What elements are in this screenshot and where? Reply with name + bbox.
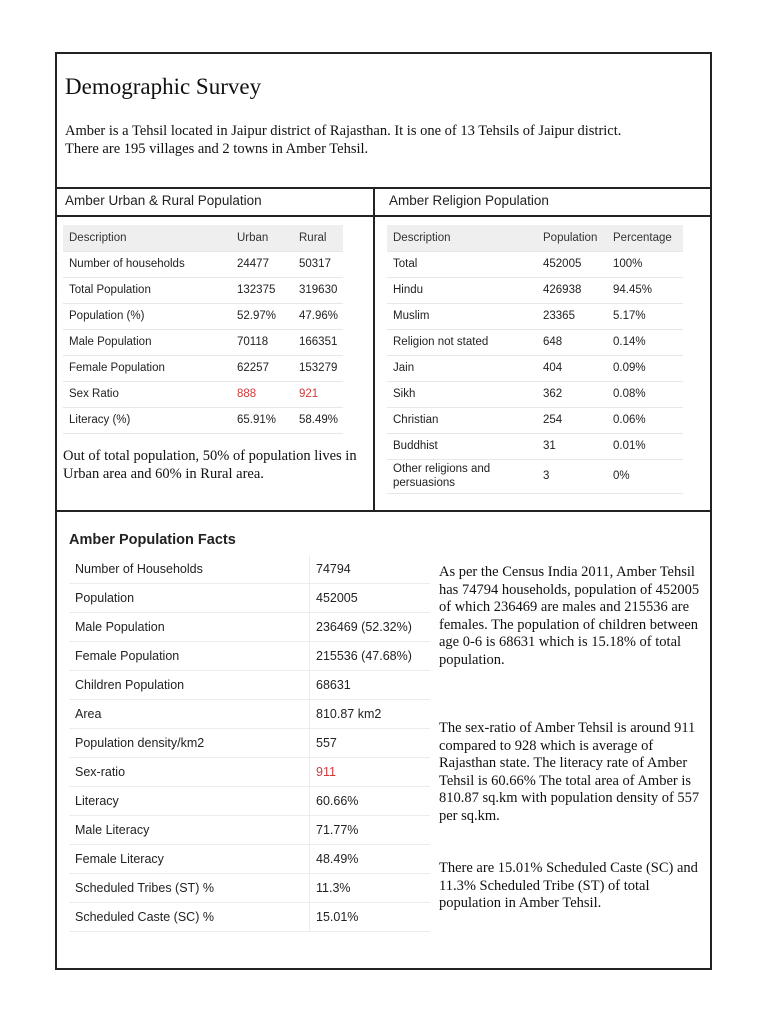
percentage-value: 0% bbox=[607, 459, 683, 493]
percentage-value: 0.08% bbox=[607, 381, 683, 407]
percentage-value: 5.17% bbox=[607, 303, 683, 329]
population-value: 452005 bbox=[537, 251, 607, 277]
religion-table bbox=[387, 225, 683, 494]
fact-value: 911 bbox=[310, 758, 431, 787]
urban-value: 65.91% bbox=[231, 407, 293, 433]
urban-value: 62257 bbox=[231, 355, 293, 381]
rural-value: 58.49% bbox=[293, 407, 343, 433]
fact-label: Children Population bbox=[69, 671, 310, 700]
divider-middle bbox=[57, 510, 710, 512]
table-row bbox=[63, 381, 343, 407]
table-row bbox=[387, 303, 683, 329]
table-row bbox=[69, 845, 430, 874]
row-label: Total bbox=[387, 251, 537, 277]
table-row bbox=[69, 642, 430, 671]
table-row bbox=[69, 671, 430, 700]
urban-value: 24477 bbox=[231, 251, 293, 277]
table-row bbox=[69, 555, 430, 584]
table-row bbox=[387, 433, 683, 459]
table-row bbox=[387, 277, 683, 303]
sex-ratio-paragraph: The sex-ratio of Amber Tehsil is around 911 compared to 928 which is average of Rajasthan state. The literacy rate of Amber Tehsil is 60.66% The total area of Amber is 810.87 sq.km with population density of 557 per sq.km. bbox=[439, 720, 700, 824]
row-label: Sex Ratio bbox=[63, 381, 231, 407]
percentage-value: 0.01% bbox=[607, 433, 683, 459]
fact-value: 236469 (52.32%) bbox=[310, 613, 431, 642]
population-value: 23365 bbox=[537, 303, 607, 329]
column-header: Urban bbox=[231, 225, 293, 251]
fact-value: 15.01% bbox=[310, 903, 431, 932]
facts-heading: Amber Population Facts bbox=[69, 532, 236, 548]
fact-label: Number of Households bbox=[69, 555, 310, 584]
fact-label: Male Literacy bbox=[69, 816, 310, 845]
page-title: Demographic Survey bbox=[65, 74, 262, 99]
urban-value: 132375 bbox=[231, 277, 293, 303]
table-row bbox=[387, 381, 683, 407]
rural-value: 166351 bbox=[293, 329, 343, 355]
row-label: Population (%) bbox=[63, 303, 231, 329]
column-header: Population bbox=[537, 225, 607, 251]
row-label: Female Population bbox=[63, 355, 231, 381]
table-row bbox=[69, 874, 430, 903]
urban-value: 52.97% bbox=[231, 303, 293, 329]
percentage-value: 94.45% bbox=[607, 277, 683, 303]
table-header-row bbox=[387, 225, 683, 251]
row-label: Religion not stated bbox=[387, 329, 537, 355]
divider-vertical bbox=[373, 187, 375, 511]
fact-value: 48.49% bbox=[310, 845, 431, 874]
column-header: Rural bbox=[293, 225, 343, 251]
caste-tribe-paragraph: There are 15.01% Scheduled Caste (SC) and 11.3% Scheduled Tribe (ST) of total population in Amber Tehsil. bbox=[439, 860, 698, 911]
column-header: Description bbox=[387, 225, 537, 251]
rural-value: 50317 bbox=[293, 251, 343, 277]
table-row bbox=[387, 407, 683, 433]
row-label: Total Population bbox=[63, 277, 231, 303]
row-label: Other religions and persuasions bbox=[387, 459, 537, 493]
table-row bbox=[63, 329, 343, 355]
row-label: Jain bbox=[387, 355, 537, 381]
table-row bbox=[69, 787, 430, 816]
fact-label: Scheduled Caste (SC) % bbox=[69, 903, 310, 932]
rural-value: 153279 bbox=[293, 355, 343, 381]
row-label: Male Population bbox=[63, 329, 231, 355]
intro-paragraph: Amber is a Tehsil located in Jaipur district of Rajasthan. It is one of 13 Tehsils of Jaipur district. There are 195 villages and 2 towns in Amber Tehsil. bbox=[65, 123, 622, 157]
fact-value: 60.66% bbox=[310, 787, 431, 816]
population-value: 426938 bbox=[537, 277, 607, 303]
urban-rural-heading: Amber Urban & Rural Population bbox=[65, 193, 262, 208]
percentage-value: 100% bbox=[607, 251, 683, 277]
urban-rural-table bbox=[63, 225, 343, 434]
survey-frame bbox=[55, 52, 712, 970]
fact-label: Population bbox=[69, 584, 310, 613]
table-row bbox=[69, 758, 430, 787]
column-header: Percentage bbox=[607, 225, 683, 251]
column-header: Description bbox=[63, 225, 231, 251]
table-row bbox=[63, 407, 343, 433]
rural-value: 47.96% bbox=[293, 303, 343, 329]
population-value: 3 bbox=[537, 459, 607, 493]
table-row bbox=[69, 613, 430, 642]
population-value: 404 bbox=[537, 355, 607, 381]
row-label: Christian bbox=[387, 407, 537, 433]
fact-label: Area bbox=[69, 700, 310, 729]
row-label: Literacy (%) bbox=[63, 407, 231, 433]
fact-label: Literacy bbox=[69, 787, 310, 816]
fact-label: Male Population bbox=[69, 613, 310, 642]
rural-value: 921 bbox=[293, 381, 343, 407]
fact-label: Female Population bbox=[69, 642, 310, 671]
urban-rural-note: Out of total population, 50% of population lives in Urban area and 60% in Rural area. bbox=[63, 448, 357, 482]
census-paragraph: As per the Census India 2011, Amber Tehsil has 74794 households, population of 452005 of which 236469 are males and 215536 are females. The population of children between age 0-6 is 68631 which is 15.18% of total population. bbox=[439, 564, 700, 668]
row-label: Number of households bbox=[63, 251, 231, 277]
fact-label: Population density/km2 bbox=[69, 729, 310, 758]
fact-value: 452005 bbox=[310, 584, 431, 613]
table-row bbox=[63, 355, 343, 381]
percentage-value: 0.09% bbox=[607, 355, 683, 381]
table-row bbox=[69, 816, 430, 845]
fact-label: Sex-ratio bbox=[69, 758, 310, 787]
table-row bbox=[387, 459, 683, 493]
table-row bbox=[387, 329, 683, 355]
row-label: Buddhist bbox=[387, 433, 537, 459]
divider-section-header bbox=[57, 215, 710, 217]
row-label: Muslim bbox=[387, 303, 537, 329]
fact-value: 71.77% bbox=[310, 816, 431, 845]
fact-value: 810.87 km2 bbox=[310, 700, 431, 729]
table-row bbox=[69, 729, 430, 758]
table-row bbox=[69, 903, 430, 932]
table-row bbox=[387, 251, 683, 277]
population-value: 648 bbox=[537, 329, 607, 355]
table-row bbox=[63, 277, 343, 303]
fact-label: Female Literacy bbox=[69, 845, 310, 874]
table-header-row bbox=[63, 225, 343, 251]
table-row bbox=[63, 303, 343, 329]
table-row bbox=[63, 251, 343, 277]
divider-top bbox=[57, 187, 710, 189]
fact-label: Scheduled Tribes (ST) % bbox=[69, 874, 310, 903]
table-row bbox=[69, 700, 430, 729]
table-row bbox=[387, 355, 683, 381]
fact-value: 557 bbox=[310, 729, 431, 758]
facts-table bbox=[69, 555, 430, 932]
population-value: 31 bbox=[537, 433, 607, 459]
row-label: Sikh bbox=[387, 381, 537, 407]
row-label: Hindu bbox=[387, 277, 537, 303]
urban-value: 70118 bbox=[231, 329, 293, 355]
table-row bbox=[69, 584, 430, 613]
rural-value: 319630 bbox=[293, 277, 343, 303]
fact-value: 11.3% bbox=[310, 874, 431, 903]
fact-value: 74794 bbox=[310, 555, 431, 584]
religion-heading: Amber Religion Population bbox=[389, 193, 549, 208]
percentage-value: 0.06% bbox=[607, 407, 683, 433]
percentage-value: 0.14% bbox=[607, 329, 683, 355]
population-value: 254 bbox=[537, 407, 607, 433]
fact-value: 215536 (47.68%) bbox=[310, 642, 431, 671]
urban-value: 888 bbox=[231, 381, 293, 407]
population-value: 362 bbox=[537, 381, 607, 407]
fact-value: 68631 bbox=[310, 671, 431, 700]
